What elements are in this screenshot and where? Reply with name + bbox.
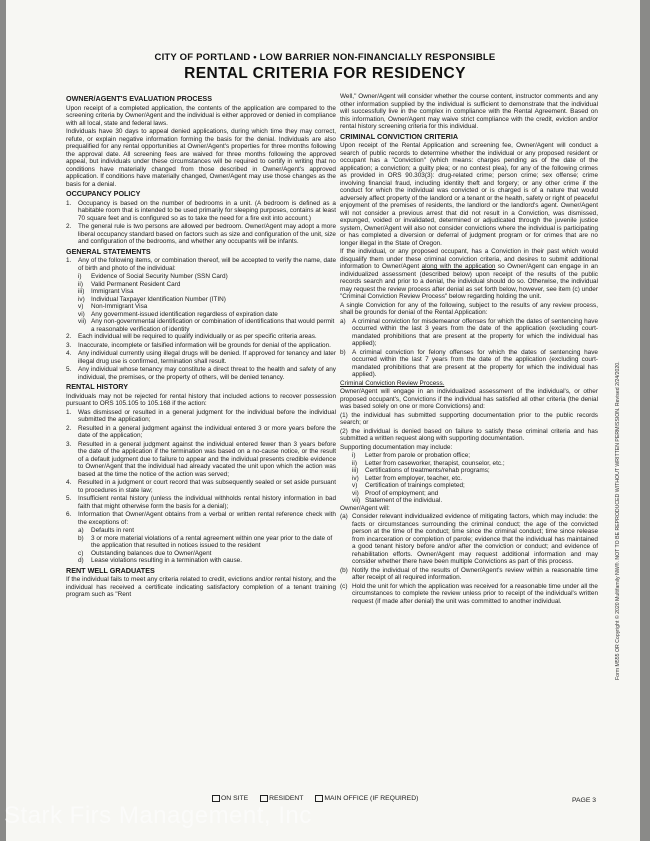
sub-item <box>78 318 336 333</box>
header-subtitle: CITY OF PORTLAND • LOW BARRIER NON-FINANCIALLY RESPONSIBLE <box>154 52 496 63</box>
item-text: Resulted in a general judgment against the individual entered 3 or more years before the date of the application; <box>78 424 336 439</box>
item-number: 2. <box>66 333 72 340</box>
paragraph: Upon receipt of a completed application, the contents of the application are compared to the screening criteria by Owner/Agent and the individual is either approved or denied in compliance with all local, state and federal laws. <box>66 104 336 127</box>
item-number: 3. <box>66 440 72 448</box>
side-copyright-text: Form M555 OR Copyright © 2020 Multifamily NW®. NOT TO BE REPRODUCED WITHOUT WRITTEN PERMISSION. Revised 2/24/2020. <box>615 361 621 680</box>
sub-item-text: Letter from employer, teacher, etc. <box>365 474 462 482</box>
text-run: so Owner/Agent can engage in an individualized assessment (described below) upon receipt of the results of the public records search and prior to a denial, the individual should do so. Otherwise, the individual may request the review process after denial as set forth below, however, see item (c) under "Criminal Conviction Review Process" below regarding holding the unit. <box>340 263 598 300</box>
list-item <box>66 441 336 479</box>
option-label: ON SITE <box>221 795 249 803</box>
sub-item-text: Non-Immigrant Visa <box>91 303 148 310</box>
sub-item <box>352 452 598 460</box>
sub-item-number: d) <box>78 557 84 564</box>
list-item <box>340 567 598 582</box>
document-title: RENTAL CRITERIA FOR RESIDENCY <box>184 65 466 82</box>
list-item <box>66 479 336 494</box>
sub-item <box>78 557 336 565</box>
list-item <box>66 366 336 381</box>
subsection-heading: Criminal Conviction Review Process. <box>340 379 445 387</box>
list-item <box>340 349 598 379</box>
paragraph: A single Conviction for any of the following, subject to the results of any review process, shall be grounds for denial of the Rental Application: <box>340 301 598 316</box>
item-number: (b) <box>340 566 348 574</box>
underlined-text: along with the application <box>421 263 496 270</box>
sub-item-number: vi) <box>78 310 85 318</box>
sub-item-number: vii) <box>78 318 87 325</box>
section-heading: GENERAL STATEMENTS <box>66 246 151 256</box>
sub-item-text: Letter from caseworker, therapist, counselor, etc.; <box>365 459 505 467</box>
sub-item <box>352 490 598 498</box>
sub-item <box>78 281 336 289</box>
list-item <box>66 257 336 272</box>
sub-item-text: Letter from parole or probation office; <box>365 452 471 459</box>
item-text: Resulted in a judgment or court record that was subsequently sealed or set aside pursuant to procedures in state law; <box>78 479 336 494</box>
checkbox-icon[interactable] <box>315 795 323 802</box>
left-column <box>66 93 336 600</box>
sub-item <box>352 467 598 475</box>
item-number: 1. <box>66 199 72 207</box>
sub-item-text: Certifications of treatments/rehab programs; <box>365 467 490 474</box>
item-text: The general rule is two persons are allowed per bedroom. Owner/Agent may adopt a more liberal occupancy standard based on factors such as size and configuration of the unit, size and configuration of the bedrooms, and whether any occupants will be infants. <box>78 223 336 245</box>
item-number: 6. <box>66 511 72 518</box>
sub-item-number: a) <box>78 527 84 534</box>
paragraph: Owner/Agent will engage in an individualized assessment of the individual's, or other proposed occupant's, Convictions if the individual has satisfied all other criteria (the denial was based solely on one or more Convictions) and: <box>340 388 598 410</box>
sub-item-number: i) <box>352 452 356 459</box>
item-text: A criminal conviction for misdemeanor offenses for which the dates of sentencing have occurred within the last 3 years from the date of the application (excluding court-mandated prohibitions that are present at the property for which the individual has applied); <box>352 317 598 347</box>
item-text: Inaccurate, incomplete or falsified information will be grounds for denial of the application. <box>78 341 331 349</box>
sub-item-text: Any government-issued identification regardless of expiration date <box>91 310 278 318</box>
list-item <box>66 350 336 365</box>
sub-item-text: Valid Permanent Resident Card <box>91 280 181 288</box>
option-main-office[interactable] <box>315 795 418 802</box>
sub-item <box>78 296 336 304</box>
list-item <box>66 333 336 341</box>
sub-item <box>78 535 336 550</box>
sub-item-text: Individual Taxpayer Identification Number (ITIN) <box>91 295 226 303</box>
sub-item <box>352 482 598 490</box>
list-item <box>66 342 336 350</box>
sub-item-text: Proof of employment; and <box>365 489 439 497</box>
section-heading: OCCUPANCY POLICY <box>66 189 141 198</box>
sub-item-number: vii) <box>352 497 361 504</box>
paragraph: Individuals have 30 days to appeal denied applications, during which time they may correct, refute, or explain negative information forming the basis for the denial. Individuals are also prequalified for any rental opportunities at Owner/Agent's properties for three months following the approval date. All screening fees are waived for three months following the approved appeal, but individuals under these circumstances will be required to certify in writing that no conditions have materially changed from those described in Owner/Agent's approved application. If conditions have materially changed, Owner/Agent may use those changes as the basis for a denial. <box>66 128 336 188</box>
item-text: Occupancy is based on the number of bedrooms in a unit. (A bedroom is defined as a habitable room that is intended to be used primarily for sleeping purposes, contains at least 70 square feet and is configured so as to take the need for a fire exit into account.) <box>78 199 336 222</box>
item-text: Any individual whose tenancy may constitute a direct threat to the health and safety of any individual, the premises, or the property of others, will be denied tenancy. <box>78 366 336 381</box>
list-item <box>66 223 336 246</box>
section-heading: RENTAL HISTORY <box>66 382 129 391</box>
item-number: 2. <box>66 223 72 230</box>
list-item <box>66 425 336 440</box>
sub-item-text: Any non-governmental identification or combination of identifications that would permit a reasonable verification of identity <box>91 318 335 333</box>
sub-item-number: i) <box>78 273 82 280</box>
option-label: RESIDENT <box>269 795 304 803</box>
sub-item-number: iv) <box>78 295 85 303</box>
list-item <box>66 495 336 510</box>
sub-item-number: v) <box>352 482 358 489</box>
item-number: b) <box>340 348 346 356</box>
list-item <box>340 513 598 566</box>
sub-item <box>352 475 598 483</box>
sub-item-text: Statement of the individual. <box>365 497 443 504</box>
item-number: (c) <box>340 582 348 590</box>
watermark: Stark Firs Management, Inc <box>4 802 312 829</box>
right-column <box>340 93 598 606</box>
option-label: MAIN OFFICE (IF REQUIRED) <box>324 795 419 803</box>
item-text: Each individual will be required to qualify individually or as per specific criteria areas. <box>78 333 317 340</box>
item-text: Insufficient rental history (unless the individual withholds rental history information in bad faith that might otherwise form the basis for a denial); <box>78 495 336 510</box>
item-number: 5. <box>66 366 72 373</box>
sub-item <box>78 303 336 311</box>
sub-item-text: 3 or more material violations of a rental agreement within one year prior to the date of the application that resulted in notices issued to the resident <box>91 534 333 549</box>
paragraph <box>340 248 598 301</box>
item-number: 5. <box>66 495 72 502</box>
item-text: Hold the unit for which the application was received for a reasonable time under all the circumstances to complete the review unless prior to receipt of the individual's written request (if made after denial) the unit was committed to another individual. <box>352 582 598 605</box>
item-text: Was dismissed or resulted in a general judgment for the individual before the individual submitted the application; <box>78 408 336 423</box>
sub-item-number: iii) <box>352 467 359 474</box>
sub-item-text: Lease violations resulting in a termination with cause. <box>91 557 242 564</box>
sub-item-number: v) <box>78 303 84 310</box>
item-number: a) <box>340 317 346 325</box>
paragraph: Individuals may not be rejected for rental history that included actions to recover possession pursuant to ORS 105.105 to 105.168 if the action: <box>66 392 336 407</box>
sub-item <box>78 311 336 319</box>
item-number: (a) <box>340 513 348 520</box>
sub-item-text: Immigrant Visa <box>91 288 134 295</box>
text-run: If the individual, or any proposed occupant, has a Conviction in their past which would disqualify them under these criminal conviction criteria, and desires to submit additional information to Owner/Agent <box>340 248 598 270</box>
sub-item-number: c) <box>78 549 84 557</box>
item-text: Resulted in a general judgment against the individual entered fewer than 3 years before the date of the application if the termination was based on a no-cause notice, or the result of a default judgment due to failure to appear and the individual presents credible evidence to Owner/Agent that the individual had already vacated the unit upon which the action was based at the time the notice of the action was served; <box>78 440 336 478</box>
sub-item-text: Defaults in rent <box>91 527 134 534</box>
item-number: 4. <box>66 479 72 486</box>
section-heading: OWNER/AGENT'S EVALUATION PROCESS <box>66 94 212 103</box>
paragraph: Supporting documentation may include: <box>340 443 453 451</box>
checkbox-icon[interactable] <box>212 795 220 802</box>
item-number: 4. <box>66 350 72 357</box>
list-item <box>66 200 336 223</box>
page-number: PAGE 3 <box>572 797 597 804</box>
sub-item-number: ii) <box>78 280 83 288</box>
sub-item <box>352 460 598 468</box>
sub-item-number: ii) <box>352 459 357 467</box>
sub-item-text: Certification of trainings completed; <box>365 482 465 489</box>
item-number: 2. <box>66 424 72 432</box>
paragraph: Well," Owner/Agent will consider whether the course content, instructor comments and any other information supplied by the individual is sufficient to demonstrate that the individual will successfully live in the complex in compliance with the Rental Agreement. Based on this information, Owner/Agent may waive strict compliance with the credit, eviction and/or rental history screening criteria for this individual. <box>340 93 598 130</box>
sub-item-number: vi) <box>352 489 359 497</box>
paragraph: If the individual fails to meet any criteria related to credit, evictions and/or rental history, and the individual has received a certificate indicating satisfactory completion of a tenant training program such as "Rent <box>66 576 336 598</box>
checkbox-icon[interactable] <box>260 795 268 802</box>
list-item <box>66 511 336 526</box>
sub-item <box>78 273 336 281</box>
paragraph: (1) the individual has submitted supporting documentation prior to the public records search; or <box>340 411 598 426</box>
section-heading: CRIMINAL CONVICTION CRITERIA <box>340 131 459 141</box>
sub-item <box>352 497 598 505</box>
item-text: Any individual currently using illegal drugs will be denied. If approved for tenancy and later illegal drug use is confirmed, termination shall result. <box>78 350 336 365</box>
item-number: 3. <box>66 341 72 349</box>
paragraph: Owner/Agent will: <box>340 504 390 512</box>
sub-item-number: b) <box>78 534 84 542</box>
sub-item-number: iii) <box>78 288 85 295</box>
sub-item <box>78 550 336 558</box>
item-text: Notify the individual of the results of Owner/Agent's review within a reasonable time after receipt of all required information. <box>352 566 598 581</box>
sub-item-text: Evidence of Social Security Number (SSN Card) <box>91 273 228 280</box>
item-text: Any of the following items, or combination thereof, will be accepted to verify the name, date of birth and photo of the individual: <box>78 257 336 272</box>
item-text: Consider relevant individualized evidence of mitigating factors, which may include: the facts or circumstances surrounding the criminal conduct; the age of the convicted person at the time of the conduct; time since the criminal conduct; time since release from incarceration or completion of parole; evidence that the individual has maintained a good tenant history before and/or after the conviction or conduct; and evidence of rehabilitation efforts. Owner/Agent may request additional information and may consider whether there have been multiple Convictions as part of this process. <box>352 513 598 565</box>
list-item <box>340 318 598 348</box>
sub-item <box>78 288 336 296</box>
sub-item-text: Outstanding balances due to Owner/Agent <box>91 549 212 557</box>
list-item <box>340 583 598 606</box>
section-heading: RENT WELL GRADUATES <box>66 565 155 575</box>
sub-item-number: iv) <box>352 474 359 482</box>
side-copyright <box>606 300 621 680</box>
item-text: Information that Owner/Agent obtains from a verbal or written rental reference check with the exceptions of: <box>78 511 336 526</box>
paragraph: Upon receipt of the Rental Application and screening fee, Owner/Agent will conduct a search of public records to determine whether the individual or any proposed resident or occupant has a "Conviction" (which means: charges pending as of the date of the application; a conviction; a guilty plea; or no contest plea), for any of the following crimes as provided in ORS 90.303(3): drug-related crime; person crime; sex offense; crime involving financial fraud, including identity theft and forgery; or any other crime if the conduct for which the individual was convicted or is charged is of a nature that would adversely affect property of the landlord or a tenant or the health, safety or right of peaceful enjoyment of the premises of residents, the landlord or the landlord's agent. Owner/Agent will not consider a previous arrest that did not result in a Conviction, was dismissed, expunged, voided or invalidated, determined or adjudicated through the juvenile justice system, Owner/Agent will also not consider convictions where the individual is participating or has completed a diversion or deferral of judgment program or for crimes that are no longer illegal in the State of Oregon. <box>340 142 598 247</box>
sub-item <box>78 527 336 535</box>
list-item <box>66 409 336 424</box>
item-number: 1. <box>66 257 72 264</box>
document-header <box>0 52 650 83</box>
item-number: 1. <box>66 408 72 416</box>
paragraph: (2) the individual is denied based on failure to satisfy these criminal criteria and has submitted a written request along with supporting documentation. <box>340 427 598 442</box>
item-text: A criminal conviction for felony offenses for which the dates of sentencing have occurred within the last 7 years from the date of the application (excluding court-mandated prohibitions that are present at the property for which the individual has applied). <box>352 348 598 378</box>
